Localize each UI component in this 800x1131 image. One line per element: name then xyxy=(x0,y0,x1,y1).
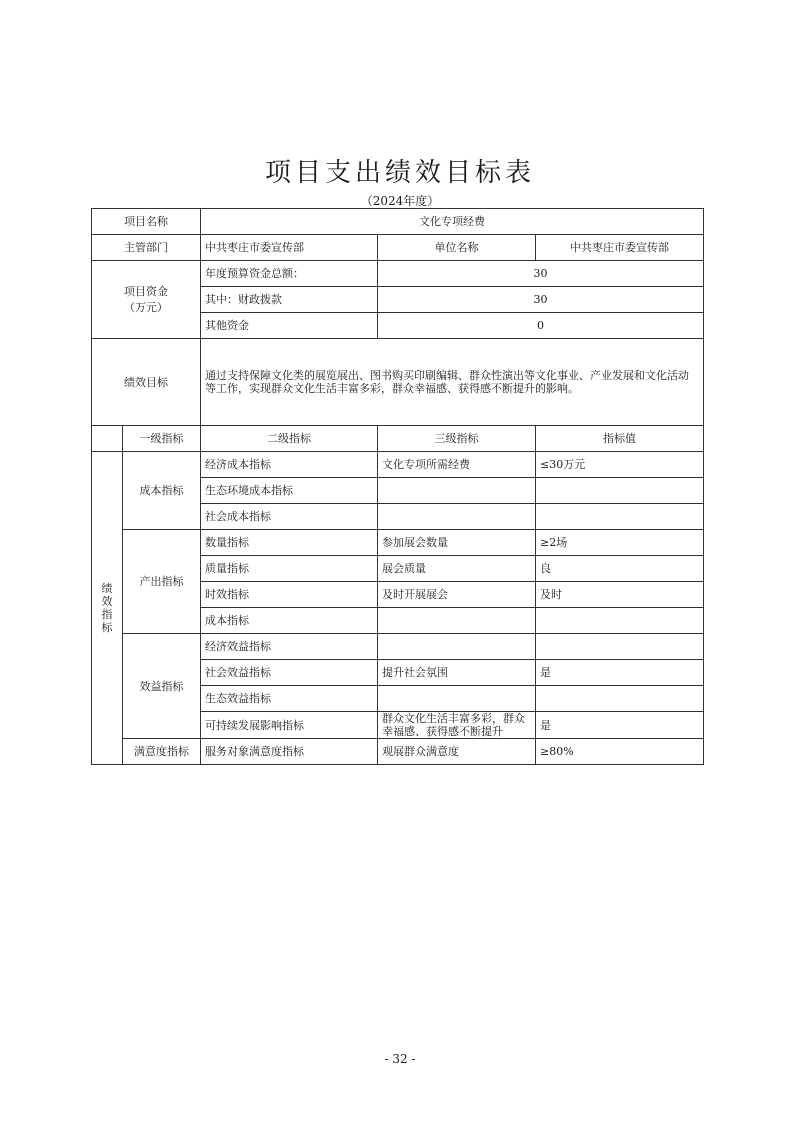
level3-indicator xyxy=(378,504,536,530)
level3-indicator: 及时开展展会 xyxy=(378,582,536,608)
level1-indicator: 产出指标 xyxy=(123,530,201,634)
level3-indicator xyxy=(378,634,536,660)
project-name-value: 文化专项经费 xyxy=(201,209,704,235)
header-level1: 一级指标 xyxy=(123,426,201,452)
level3-indicator xyxy=(378,478,536,504)
indicator-value: ≥80% xyxy=(536,739,704,765)
level2-indicator: 经济成本指标 xyxy=(201,452,378,478)
indicator-row xyxy=(92,634,704,660)
department-row xyxy=(92,235,704,261)
funds-label: 项目资金 （万元） xyxy=(92,261,201,339)
funds-item-value: 0 xyxy=(378,313,704,339)
goal-row xyxy=(92,339,704,426)
project-name-label: 项目名称 xyxy=(92,209,201,235)
funds-item-value: 30 xyxy=(378,287,704,313)
level1-indicator: 满意度指标 xyxy=(123,739,201,765)
level2-indicator: 时效指标 xyxy=(201,582,378,608)
header-level3: 三级指标 xyxy=(378,426,536,452)
indicator-value xyxy=(536,478,704,504)
goal-label: 绩效目标 xyxy=(92,339,201,426)
indicator-value: 良 xyxy=(536,556,704,582)
indicator-row xyxy=(92,452,704,478)
unit-name-label: 单位名称 xyxy=(378,235,536,261)
blank-cell xyxy=(92,426,123,452)
level3-indicator: 展会质量 xyxy=(378,556,536,582)
level2-indicator: 社会效益指标 xyxy=(201,660,378,686)
header-level2: 二级指标 xyxy=(201,426,378,452)
level1-indicator: 效益指标 xyxy=(123,634,201,739)
funds-item-label: 年度预算资金总额： xyxy=(201,261,378,287)
funds-item-value: 30 xyxy=(378,261,704,287)
header-value: 指标值 xyxy=(536,426,704,452)
indicators-group-label: 绩 效 指 标 xyxy=(92,452,123,765)
level3-indicator xyxy=(378,608,536,634)
level3-indicator xyxy=(378,686,536,712)
goal-text: 通过支持保障文化类的展览展出、图书购买印刷编辑、群众性演出等文化事业、产业发展和文化活动等工作，实现群众文化生活丰富多彩，群众幸福感、获得感不断提升的影响。 xyxy=(201,339,704,426)
level3-indicator: 参加展会数量 xyxy=(378,530,536,556)
level3-indicator: 提升社会氛围 xyxy=(378,660,536,686)
indicator-value xyxy=(536,608,704,634)
level2-indicator: 社会成本指标 xyxy=(201,504,378,530)
project-name-row xyxy=(92,209,704,235)
indicator-header-row xyxy=(92,426,704,452)
indicator-value: ≤30万元 xyxy=(536,452,704,478)
year-subtitle: （2024年度） xyxy=(360,194,440,208)
funds-item-label: 其他资金 xyxy=(201,313,378,339)
indicator-value: 是 xyxy=(536,660,704,686)
level3-indicator: 文化专项所需经费 xyxy=(378,452,536,478)
funds-row xyxy=(92,261,704,287)
level2-indicator: 生态环境成本指标 xyxy=(201,478,378,504)
department-value: 中共枣庄市委宣传部 xyxy=(201,235,378,261)
page-title: 项目支出绩效目标表 xyxy=(264,158,535,188)
level2-indicator: 数量指标 xyxy=(201,530,378,556)
level2-indicator: 质量指标 xyxy=(201,556,378,582)
funds-item-label: 其中：财政拨款 xyxy=(201,287,378,313)
level1-indicator: 成本指标 xyxy=(123,452,201,530)
indicator-value xyxy=(536,634,704,660)
indicator-value: 及时 xyxy=(536,582,704,608)
performance-target-table xyxy=(91,208,704,765)
page-number: - 32 - xyxy=(384,1052,416,1066)
level2-indicator: 成本指标 xyxy=(201,608,378,634)
level3-indicator: 观展群众满意度 xyxy=(378,739,536,765)
department-label: 主管部门 xyxy=(92,235,201,261)
level2-indicator: 经济效益指标 xyxy=(201,634,378,660)
indicator-value: 是 xyxy=(536,712,704,739)
level3-indicator: 群众文化生活丰富多彩，群众幸福感、获得感不断提升 xyxy=(378,712,536,739)
level2-indicator: 生态效益指标 xyxy=(201,686,378,712)
indicator-value xyxy=(536,686,704,712)
indicator-value: ≥2场 xyxy=(536,530,704,556)
indicator-value xyxy=(536,504,704,530)
level2-indicator: 服务对象满意度指标 xyxy=(201,739,378,765)
indicator-row xyxy=(92,739,704,765)
unit-name-value: 中共枣庄市委宣传部 xyxy=(536,235,704,261)
level2-indicator: 可持续发展影响指标 xyxy=(201,712,378,739)
indicator-row xyxy=(92,530,704,556)
